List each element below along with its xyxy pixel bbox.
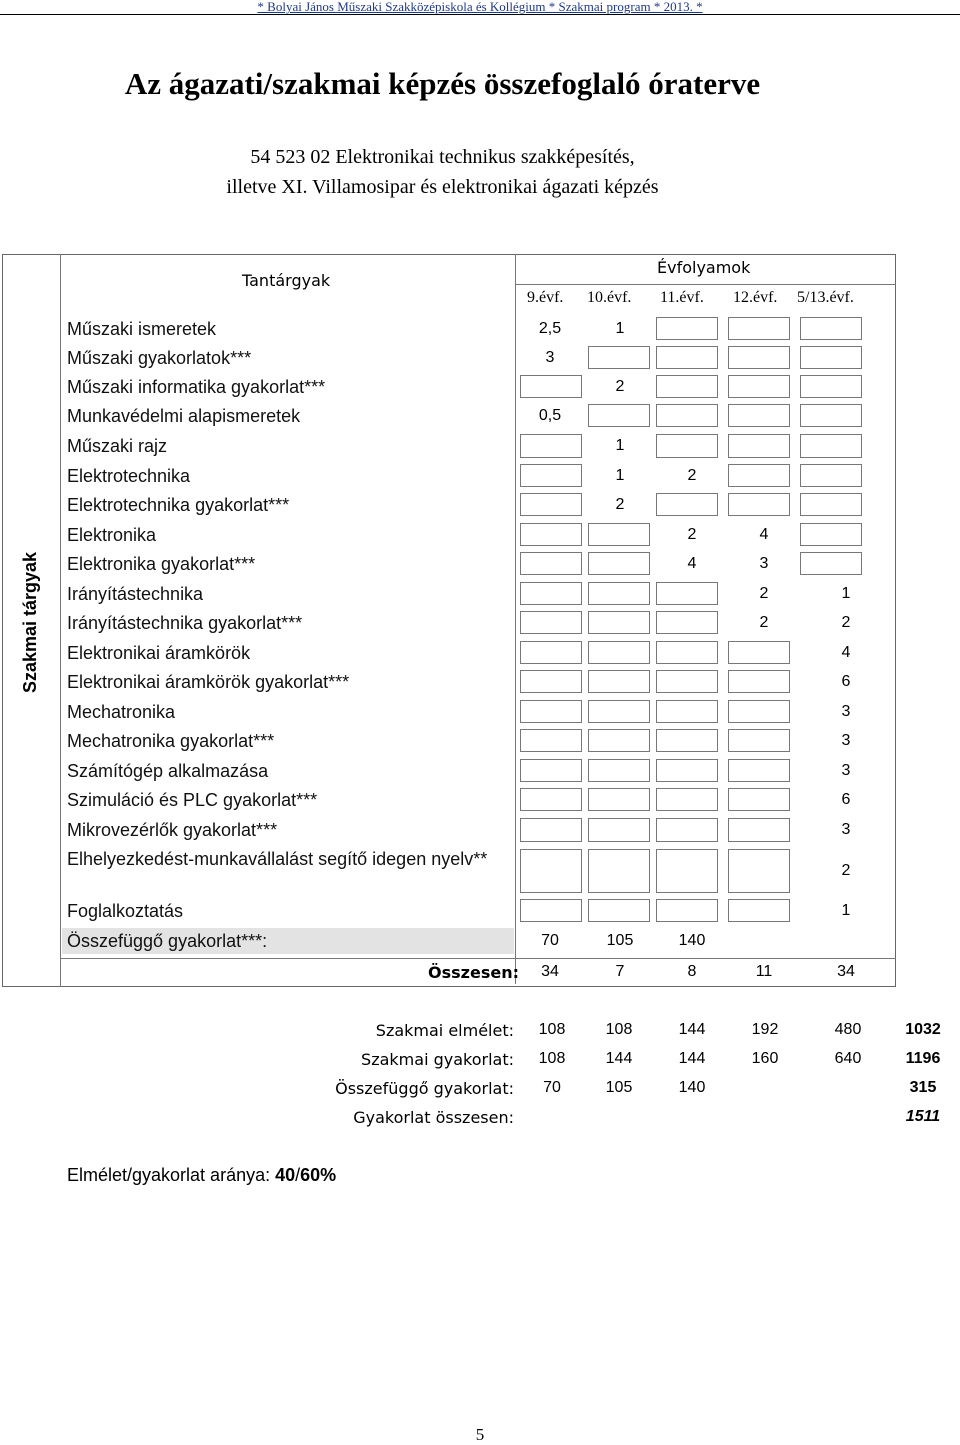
- empty-cell: [800, 434, 862, 458]
- empty-cell: [728, 818, 790, 842]
- hours-cell: 3: [841, 731, 851, 749]
- summary-value: 192: [751, 1021, 779, 1038]
- empty-cell: [588, 404, 650, 427]
- empty-cell: [728, 849, 790, 893]
- hours-cell: 1: [615, 437, 625, 454]
- hours-cell: 2: [615, 377, 625, 395]
- empty-cell: [520, 611, 582, 634]
- table-divider: [515, 284, 896, 285]
- hours-cell: 2: [759, 613, 769, 631]
- summary-label: Szakmai elmélet:: [375, 1021, 514, 1040]
- summary-value: 640: [834, 1050, 862, 1067]
- empty-cell: [800, 552, 862, 575]
- table-divider: [515, 254, 516, 984]
- hours-cell: 3: [759, 554, 769, 572]
- year-header: 12.évf.: [733, 289, 778, 306]
- empty-cell: [800, 317, 862, 340]
- empty-cell: [520, 375, 582, 398]
- subject-name: Foglalkoztatás: [67, 901, 184, 921]
- subject-name: Elektronikai áramkörök: [67, 643, 251, 663]
- empty-cell: [728, 899, 790, 922]
- hours-cell: 3: [841, 761, 851, 779]
- empty-cell: [588, 759, 650, 782]
- empty-cell: [656, 611, 718, 634]
- hours-cell: 6: [841, 672, 851, 690]
- hours-cell: 4: [687, 554, 697, 572]
- empty-cell: [656, 899, 718, 922]
- summary-value: 108: [538, 1021, 566, 1038]
- subject-name: Elektronika: [67, 525, 157, 545]
- subject-name: Mikrovezérlők gyakorlat***: [67, 820, 278, 840]
- empty-cell: [728, 700, 790, 723]
- subject-name: Irányítástechnika: [67, 584, 204, 604]
- empty-cell: [728, 434, 790, 458]
- subject-name: Műszaki gyakorlatok***: [67, 348, 252, 368]
- subjects-header: Tantárgyak: [242, 271, 331, 290]
- empty-cell: [656, 317, 718, 340]
- hours-cell: 2,5: [538, 319, 562, 337]
- subject-name: Összefüggő gyakorlat***:: [67, 931, 268, 951]
- empty-cell: [520, 434, 582, 458]
- hours-cell: 4: [841, 643, 851, 661]
- subject-name: Szimuláció és PLC gyakorlat***: [67, 790, 318, 810]
- subject-name: Műszaki rajz: [67, 436, 168, 456]
- summary-value: 108: [538, 1050, 566, 1067]
- summary-value: 144: [605, 1050, 633, 1067]
- empty-cell: [520, 759, 582, 782]
- empty-cell: [656, 700, 718, 723]
- hours-cell: 2: [841, 862, 851, 879]
- summary-value: 144: [678, 1021, 706, 1038]
- hours-cell: 105: [606, 932, 634, 949]
- empty-cell: [728, 641, 790, 664]
- empty-cell: [728, 670, 790, 693]
- empty-cell: [728, 493, 790, 516]
- hours-cell: 0,5: [538, 406, 562, 424]
- empty-cell: [728, 729, 790, 752]
- total-cell: 8: [687, 963, 697, 980]
- subject-name: Mechatronika gyakorlat***: [67, 731, 275, 751]
- hours-cell: 6: [841, 790, 851, 808]
- summary-total: 1032: [905, 1021, 941, 1038]
- subject-name: Mechatronika: [67, 702, 176, 722]
- empty-cell: [588, 670, 650, 693]
- empty-cell: [588, 700, 650, 723]
- empty-cell: [728, 317, 790, 340]
- empty-cell: [588, 582, 650, 605]
- hours-cell: 3: [841, 702, 851, 720]
- empty-cell: [800, 375, 862, 398]
- total-cell: 7: [615, 963, 625, 980]
- empty-cell: [800, 464, 862, 487]
- empty-cell: [520, 899, 582, 922]
- empty-cell: [728, 404, 790, 427]
- hours-cell: 3: [841, 821, 851, 838]
- side-label: Szakmai tárgyak: [20, 551, 41, 694]
- subject-name: Elektrotechnika gyakorlat***: [67, 495, 290, 515]
- summary-total: 1511: [905, 1108, 941, 1125]
- empty-cell: [520, 849, 582, 893]
- years-header: Évfolyamok: [657, 258, 751, 277]
- hours-cell: 2: [759, 584, 769, 602]
- year-header: 11.évf.: [660, 289, 704, 306]
- empty-cell: [588, 818, 650, 842]
- hours-cell: 140: [678, 932, 706, 949]
- empty-cell: [520, 700, 582, 723]
- subject-name: Elhelyezkedést-munkavállalást segítő idegen nyelv**: [67, 849, 488, 869]
- hours-cell: 2: [615, 495, 625, 513]
- empty-cell: [520, 493, 582, 516]
- empty-cell: [656, 346, 718, 369]
- table-divider: [60, 958, 896, 959]
- empty-cell: [588, 346, 650, 369]
- empty-cell: [588, 899, 650, 922]
- empty-cell: [800, 523, 862, 546]
- subject-name: Műszaki ismeretek: [67, 319, 217, 339]
- empty-cell: [588, 788, 650, 811]
- empty-cell: [656, 788, 718, 811]
- hours-cell: 70: [541, 932, 559, 949]
- subject-name: Elektrotechnika: [67, 466, 191, 486]
- summary-value: 144: [678, 1050, 706, 1067]
- hours-cell: 3: [545, 348, 555, 366]
- subject-name: Irányítástechnika gyakorlat***: [67, 613, 303, 633]
- summary-value: 480: [834, 1021, 862, 1038]
- summary-value: 108: [605, 1021, 633, 1038]
- empty-cell: [588, 552, 650, 575]
- summary-value: 140: [678, 1079, 706, 1096]
- hours-cell: 1: [841, 901, 851, 919]
- year-header: 5/13.évf.: [797, 289, 854, 306]
- hours-cell: 2: [687, 466, 697, 484]
- page-header: * Bolyai János Műszaki Szakközépiskola és Kollégium * Szakmai program * 2013. *: [0, 0, 960, 15]
- hours-cell: 2: [841, 613, 851, 631]
- subject-name: Elektronikai áramkörök gyakorlat***: [67, 672, 350, 692]
- subtitle-sector: illetve XI. Villamosipar és elektronikai ágazati képzés: [226, 176, 659, 198]
- summary-value: 105: [605, 1079, 633, 1096]
- empty-cell: [588, 641, 650, 664]
- hours-cell: 2: [687, 525, 697, 543]
- summary-label: Összefüggő gyakorlat:: [335, 1079, 514, 1098]
- empty-cell: [656, 434, 718, 458]
- empty-cell: [520, 641, 582, 664]
- summary-value: 70: [543, 1079, 561, 1096]
- empty-cell: [656, 404, 718, 427]
- year-header: 9.évf.: [527, 289, 564, 306]
- page-number: 5: [475, 1425, 485, 1444]
- total-cell: 34: [837, 963, 855, 980]
- total-cell: 11: [755, 963, 773, 980]
- subject-name: Műszaki informatika gyakorlat***: [67, 377, 326, 397]
- subject-name: Munkavédelmi alapismeretek: [67, 406, 301, 426]
- empty-cell: [656, 818, 718, 842]
- summary-total: 315: [909, 1079, 937, 1096]
- empty-cell: [520, 582, 582, 605]
- summary-label: Gyakorlat összesen:: [353, 1108, 514, 1127]
- empty-cell: [656, 849, 718, 893]
- total-label: Összesen:: [428, 963, 519, 982]
- empty-cell: [588, 611, 650, 634]
- empty-cell: [588, 729, 650, 752]
- empty-cell: [656, 641, 718, 664]
- empty-cell: [656, 582, 718, 605]
- empty-cell: [728, 759, 790, 782]
- page-title: Az ágazati/szakmai képzés összefoglaló óraterve: [124, 66, 761, 101]
- empty-cell: [520, 552, 582, 575]
- empty-cell: [588, 849, 650, 893]
- empty-cell: [728, 788, 790, 811]
- subject-name: Elektronika gyakorlat***: [67, 554, 256, 574]
- hours-cell: 1: [615, 466, 625, 484]
- table-divider: [60, 254, 61, 987]
- empty-cell: [800, 404, 862, 427]
- hours-cell: 1: [841, 584, 851, 602]
- summary-value: 160: [751, 1050, 779, 1067]
- empty-cell: [800, 346, 862, 369]
- empty-cell: [520, 670, 582, 693]
- subtitle-qualification: 54 523 02 Elektronikai technikus szakképesítés,: [250, 146, 635, 168]
- empty-cell: [656, 729, 718, 752]
- summary-label: Szakmai gyakorlat:: [361, 1050, 514, 1069]
- empty-cell: [728, 464, 790, 487]
- empty-cell: [800, 493, 862, 516]
- hours-cell: 1: [615, 319, 625, 337]
- subject-name: Számítógép alkalmazása: [67, 761, 269, 781]
- empty-cell: [656, 493, 718, 516]
- empty-cell: [656, 375, 718, 398]
- empty-cell: [728, 346, 790, 369]
- empty-cell: [656, 670, 718, 693]
- empty-cell: [728, 375, 790, 398]
- year-header: 10.évf.: [587, 289, 632, 306]
- ratio-line: Elmélet/gyakorlat aránya: 40/60%: [67, 1165, 337, 1185]
- hours-cell: 4: [759, 525, 769, 543]
- empty-cell: [588, 523, 650, 546]
- empty-cell: [520, 788, 582, 811]
- total-cell: 34: [541, 963, 559, 980]
- empty-cell: [520, 729, 582, 752]
- empty-cell: [520, 818, 582, 842]
- empty-cell: [520, 523, 582, 546]
- empty-cell: [520, 464, 582, 487]
- summary-total: 1196: [905, 1050, 941, 1067]
- empty-cell: [656, 759, 718, 782]
